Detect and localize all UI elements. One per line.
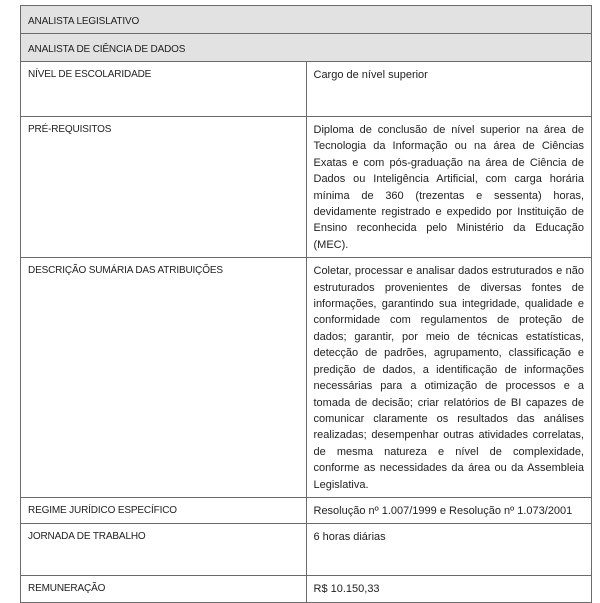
row-value-cell [306, 524, 592, 576]
table-row-remuneracao [21, 576, 592, 603]
row-label-cell [21, 258, 307, 498]
header-row-subtitle [21, 34, 592, 62]
row-value-cell [306, 117, 592, 258]
row-label: JORNADA DE TRABALHO [28, 531, 146, 543]
row-value-cell [306, 258, 592, 498]
job-description-table [20, 5, 592, 603]
row-label-cell [21, 497, 307, 523]
row-label: NÍVEL DE ESCOLARIDADE [28, 69, 152, 80]
row-value: Resolução nº 1.007/1999 e Resolução nº 1.073/2001 [313, 504, 573, 517]
row-value: Diploma de conclusão de nível superior na área de Tecnologia da Informação ou na área de Ciências Exatas e com pós-graduação na área de Ciência de Dados ou Inteligência Artificial, com carga horária mínima de 360 (trezentas e sessenta) horas, devidamente registrado e expedido por Instituição de Ensino reconhecida pelo Ministério da Educação (MEC). [313, 124, 584, 251]
row-label-cell [21, 524, 307, 576]
header-subtitle: ANALISTA DE CIÊNCIA DE DADOS [28, 44, 186, 55]
table-row-atribuicoes [21, 258, 592, 498]
row-label: PRÉ-REQUISITOS [28, 124, 112, 135]
table-row-jornada [21, 524, 592, 576]
header-row-title [21, 6, 592, 34]
row-label-cell [21, 117, 307, 258]
header-title: ANALISTA LEGISLATIVO [28, 16, 140, 27]
row-label-cell [21, 62, 307, 117]
row-label: REGIME JURÍDICO ESPECÍFICO [28, 504, 177, 516]
row-value-cell [306, 62, 592, 117]
row-value-cell [306, 497, 592, 523]
row-value: 6 horas diárias [313, 531, 386, 544]
row-label-cell [21, 576, 307, 603]
table-row-escolaridade [21, 62, 592, 117]
table-row-pre-requisitos [21, 117, 592, 258]
row-value-cell [306, 576, 592, 603]
row-value: Coletar, processar e analisar dados estruturados e não estruturados provenientes de diversas fontes de informações, garantindo sua integridade, qualidade e conformidade com regulamentos de proteção de dados; garantir, por meio de técnicas estatísticas, detecção de padrões, agrupamento, classificação e predição de dados, a identificação de informações necessárias para a otimização de processos e a tomada de decisão; criar relatórios de BI capazes de comunicar claramente os resultados das análises realizadas; desempenhar outras atividades correlatas, de mesma natureza e nível de complexidade, conforme as necessidades da área ou da Assembleia Legislativa. [313, 265, 584, 491]
header-subtitle-cell [21, 34, 592, 62]
row-label: REMUNERAÇÃO [28, 583, 106, 595]
row-label: DESCRIÇÃO SUMÁRIA DAS ATRIBUIÇÕES [28, 265, 223, 277]
row-value: R$ 10.150,33 [313, 583, 380, 596]
row-value: Cargo de nível superior [313, 69, 428, 81]
table-row-regime-juridico [21, 497, 592, 523]
header-title-cell [21, 6, 592, 34]
